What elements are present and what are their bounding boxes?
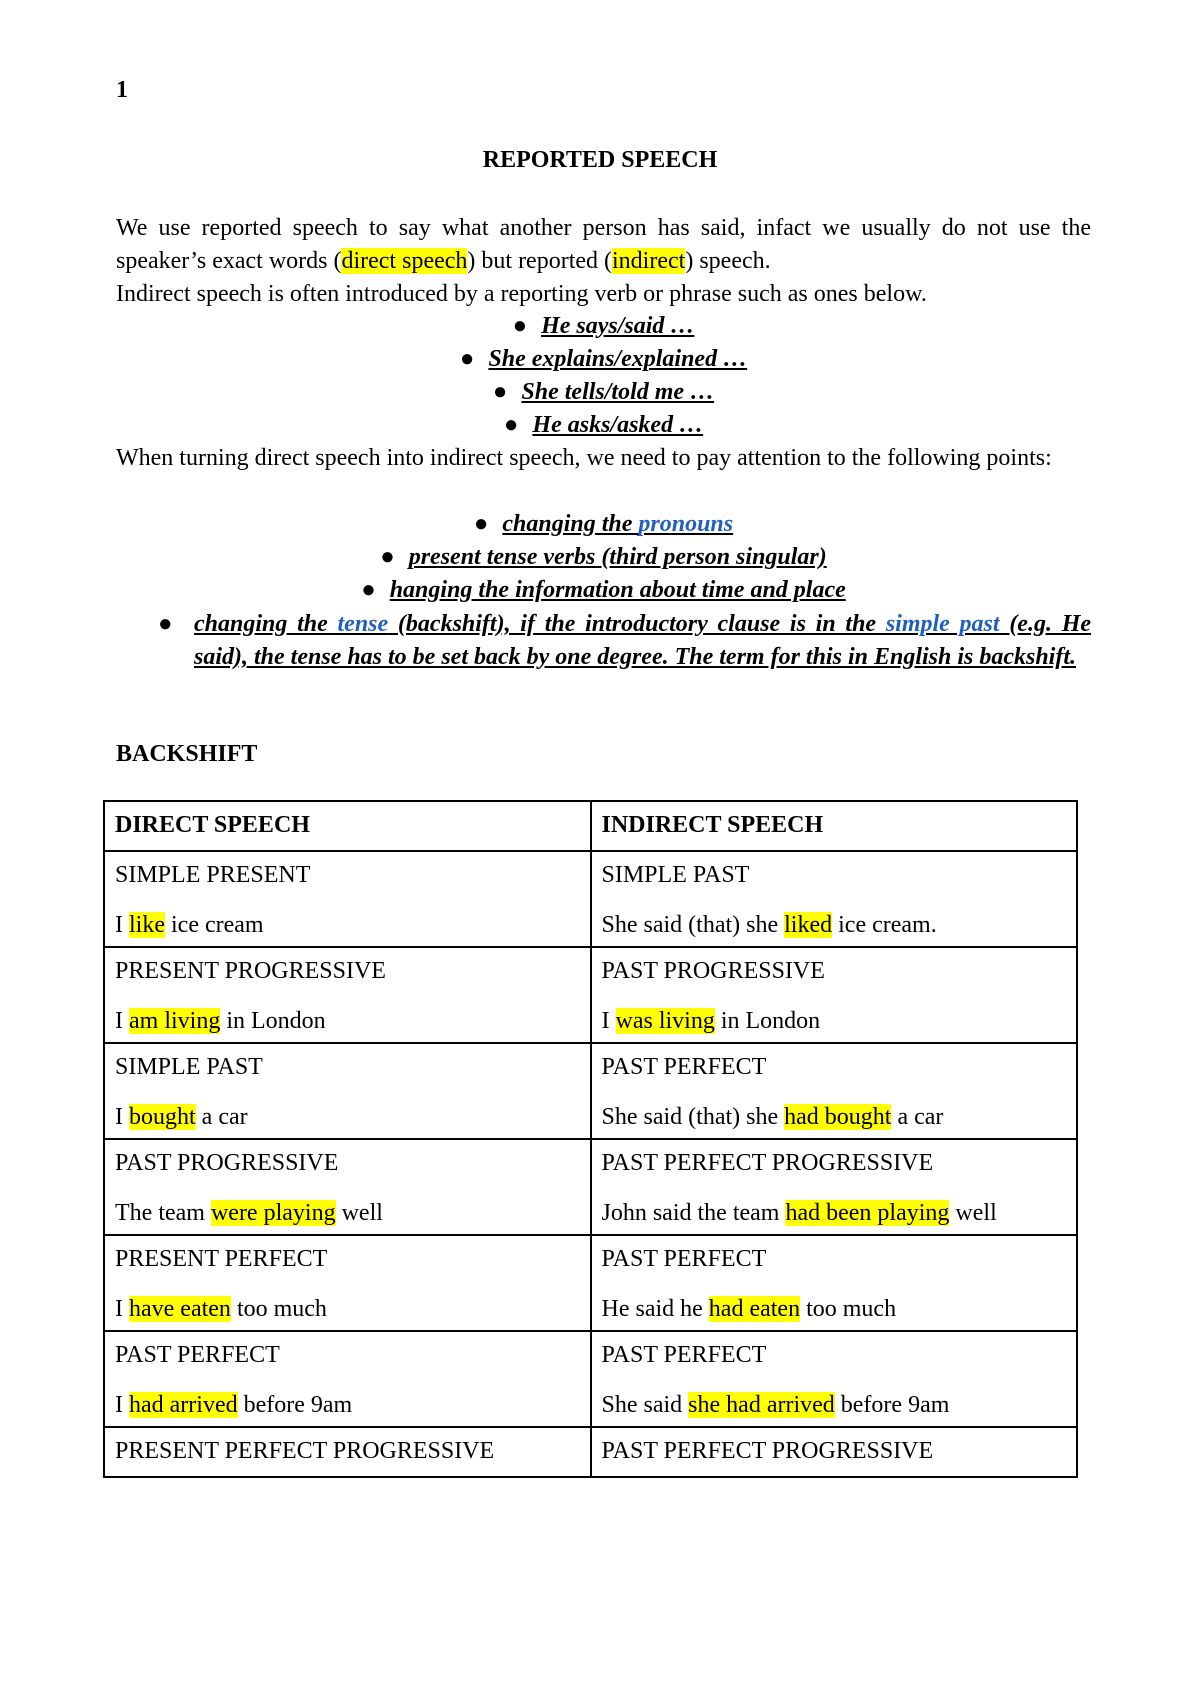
example-sentence: John said the team had been playing well bbox=[601, 1200, 997, 1226]
example-sentence: She said she had arrived before 9am bbox=[601, 1392, 950, 1418]
bullet-icon: ● bbox=[492, 379, 508, 405]
verb-highlight: bought bbox=[129, 1104, 196, 1130]
list-item bbox=[116, 574, 1091, 607]
indirect-cell bbox=[591, 1043, 1078, 1139]
indirect-cell bbox=[591, 947, 1078, 1043]
point-link-text: simple past bbox=[885, 611, 1000, 637]
example-sentence: He said he had eaten too much bbox=[601, 1296, 897, 1322]
bullet-icon: ● bbox=[158, 611, 173, 637]
indirect-cell: PAST PERFECT PROGRESSIVE bbox=[591, 1427, 1078, 1477]
verb-highlight: like bbox=[129, 912, 165, 938]
indirect-cell bbox=[591, 1235, 1078, 1331]
page-title: REPORTED SPEECH bbox=[482, 147, 718, 173]
table-row bbox=[104, 1331, 1077, 1427]
bullet-icon: ● bbox=[380, 544, 395, 570]
verb-highlight: liked bbox=[784, 912, 833, 938]
direct-cell bbox=[104, 851, 591, 947]
phrase-text: She explains/explained … bbox=[488, 346, 748, 372]
highlight-indirect: indirect bbox=[612, 248, 686, 274]
verb-highlight: had bought bbox=[784, 1104, 892, 1130]
tense-name: SIMPLE PRESENT bbox=[115, 862, 311, 888]
tense-name: PAST PERFECT bbox=[115, 1342, 280, 1368]
point-link-text: pronouns bbox=[638, 511, 734, 537]
tense-name: SIMPLE PAST bbox=[601, 862, 750, 888]
point-link-text: tense bbox=[337, 611, 389, 637]
phrase-text: He says/said … bbox=[541, 313, 695, 339]
point-text-part: (backshift), if the introductory clause is in the bbox=[388, 611, 886, 637]
bullet-icon: ● bbox=[512, 313, 528, 339]
intro-text: We use reported speech to say what another person has said, infact we usually do not use the speaker’s exact words ( bbox=[116, 215, 1091, 274]
point-text: present tense verbs (third person singular) bbox=[408, 544, 827, 570]
point-text: hanging the information about time and place bbox=[389, 577, 846, 603]
direct-cell bbox=[104, 947, 591, 1043]
example-sentence: I had arrived before 9am bbox=[115, 1392, 353, 1418]
points-list bbox=[116, 508, 1091, 607]
list-item bbox=[116, 541, 1091, 574]
bullet-icon: ● bbox=[459, 346, 475, 372]
tense-name: SIMPLE PAST bbox=[115, 1054, 263, 1080]
example-sentence: The team were playing well bbox=[115, 1200, 383, 1226]
direct-cell bbox=[104, 1331, 591, 1427]
table-row bbox=[104, 1139, 1077, 1235]
phrase-text: He asks/asked … bbox=[532, 412, 704, 438]
intro-paragraph bbox=[116, 212, 1091, 311]
intro-text: ) but reported ( bbox=[467, 248, 613, 274]
example-sentence: I like ice cream bbox=[115, 912, 264, 938]
tense-name: PAST PERFECT bbox=[601, 1342, 767, 1368]
tense-name: PRESENT PROGRESSIVE bbox=[115, 958, 386, 984]
tense-name: PAST PROGRESSIVE bbox=[115, 1150, 339, 1176]
example-sentence: I bought a car bbox=[115, 1104, 248, 1130]
verb-highlight: had arrived bbox=[129, 1392, 238, 1418]
indirect-cell bbox=[591, 851, 1078, 947]
phrase-text: She tells/told me … bbox=[521, 379, 715, 405]
backshift-table bbox=[103, 800, 1078, 1478]
intro-line-2: Indirect speech is often introduced by a reporting verb or phrase such as ones below. bbox=[116, 281, 927, 307]
direct-cell bbox=[104, 1139, 591, 1235]
table-row bbox=[104, 1043, 1077, 1139]
point-text-part: changing the bbox=[194, 611, 338, 637]
direct-cell bbox=[104, 1235, 591, 1331]
bullet-icon: ● bbox=[473, 511, 489, 537]
reporting-phrases-list bbox=[116, 310, 1091, 442]
verb-highlight: have eaten bbox=[129, 1296, 231, 1322]
intro-line-1 bbox=[116, 212, 1091, 278]
page-number: 1 bbox=[116, 77, 128, 103]
table-row bbox=[104, 851, 1077, 947]
example-sentence: I have eaten too much bbox=[115, 1296, 327, 1322]
header-cell: INDIRECT SPEECH bbox=[591, 801, 1078, 851]
list-item bbox=[158, 608, 1091, 674]
tense-name: PAST PERFECT bbox=[601, 1246, 767, 1272]
tense-name: PAST PROGRESSIVE bbox=[601, 958, 825, 984]
list-item bbox=[116, 508, 1091, 541]
direct-cell: PRESENT PERFECT PROGRESSIVE bbox=[104, 1427, 591, 1477]
verb-highlight: were playing bbox=[210, 1200, 336, 1226]
verb-highlight: am living bbox=[129, 1008, 221, 1034]
point-text bbox=[194, 608, 1091, 674]
bullet-icon: ● bbox=[503, 412, 519, 438]
highlight-direct-speech: direct speech bbox=[341, 248, 468, 274]
tense-name: PAST PERFECT PROGRESSIVE bbox=[601, 1150, 934, 1176]
verb-highlight: she had arrived bbox=[688, 1392, 835, 1418]
table-header-row bbox=[104, 801, 1077, 851]
point-text-part: (e.g. He said), the tense has to be set back by one degree. The term for this in English is backshift. bbox=[194, 611, 1092, 670]
table-row bbox=[104, 947, 1077, 1043]
tense-name: PRESENT PERFECT bbox=[115, 1246, 328, 1272]
points-intro-text: When turning direct speech into indirect speech, we need to pay attention to the following points: bbox=[116, 445, 1052, 471]
list-item bbox=[116, 343, 1091, 376]
example-sentence: She said (that) she liked ice cream. bbox=[601, 912, 937, 938]
point-text: changing the bbox=[502, 511, 639, 537]
section-heading: BACKSHIFT bbox=[116, 741, 258, 767]
verb-highlight: was living bbox=[615, 1008, 715, 1034]
table-row bbox=[104, 1235, 1077, 1331]
indirect-cell bbox=[591, 1331, 1078, 1427]
verb-highlight: had been playing bbox=[785, 1200, 950, 1226]
points-intro-paragraph bbox=[116, 442, 1091, 475]
verb-highlight: had eaten bbox=[708, 1296, 801, 1322]
header-cell: DIRECT SPEECH bbox=[104, 801, 591, 851]
intro-text: ) speech. bbox=[685, 248, 771, 274]
list-item bbox=[116, 376, 1091, 409]
list-item bbox=[116, 310, 1091, 343]
list-item bbox=[116, 409, 1091, 442]
example-sentence: She said (that) she had bought a car bbox=[601, 1104, 944, 1130]
example-sentence: I am living in London bbox=[115, 1008, 326, 1034]
tense-name: PAST PERFECT bbox=[601, 1054, 767, 1080]
bullet-icon: ● bbox=[361, 577, 376, 603]
direct-cell bbox=[104, 1043, 591, 1139]
table-row bbox=[104, 1427, 1077, 1477]
indirect-cell bbox=[591, 1139, 1078, 1235]
example-sentence: I was living in London bbox=[601, 1008, 821, 1034]
